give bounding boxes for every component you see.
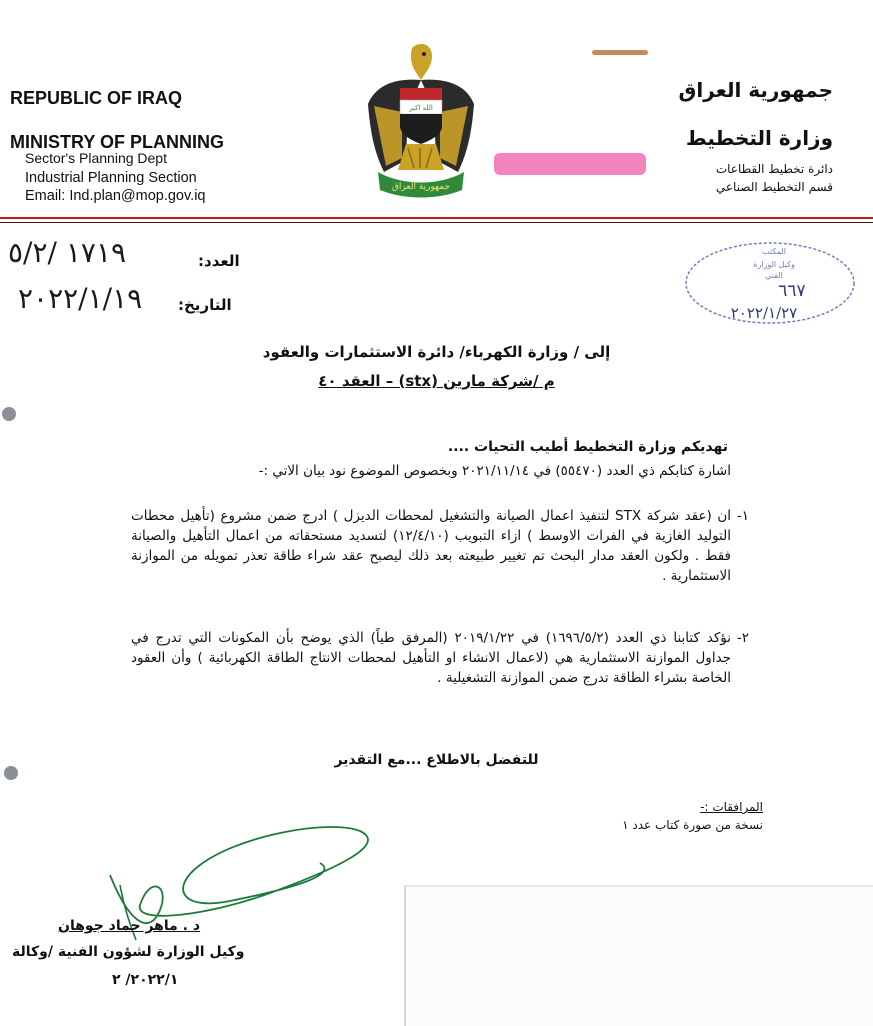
header-divider-secondary (0, 222, 873, 223)
punch-hole (2, 407, 16, 421)
reference-paragraph: اشارة كتابكم ذي العدد (٥٥٤٧٠) في ٢٠٢١/١١/١٤ وبخصوص الموضوع نود بيان الاتي :- (258, 463, 731, 479)
highlighter-mark (494, 153, 646, 175)
header-divider (0, 217, 873, 219)
subject-line: م /شركة مارين (stx) – العقد ٤٠ (318, 372, 555, 390)
department-name-english: Sector's Planning Dept (25, 150, 167, 166)
item-text: ان (عقد شركة STX لتنفيذ اعمال الصيانة والتشغيل لمحطات الديزل ) ادرج ضمن مشروع (تأهيل محطات التوليد الغازية في الفرات الاوسط ) ازاء التبويب (١٢/٤/١٠) لتسديد مستحقاته من اعمال التأهيل والصيانة فقط . ولكون العقد مدار البحث تم تغيير طبيعته بعد ذلك ليصبح عقد شراء طاقة تعذر تمويله من الموازنة الاستثمارية . (131, 508, 732, 584)
ministry-name-english: MINISTRY OF PLANNING (10, 132, 225, 152)
country-name-english: REPUBLIC OF IRAQ (10, 88, 183, 108)
item-text: نؤكد كتابنا ذي العدد (١٦٩٦/٥/٢) في ٢٠١٩/١/٢٢ (المرفق طياً) الذي يوضح بأن المكونات التي تدرج في جداول الموازنة الاستثمارية هي (لاعمال الانشاء او التأهيل لمحطات الانتاج الطاقة الكهربائية ) وأن العقود الخاصة بشراء الطاقة تدرج ضمن الموازنة التشغيلية . (131, 630, 731, 686)
stamp-number: ٦٦٧ (778, 281, 806, 301)
handwritten-signature (90, 815, 390, 955)
ink-mark (592, 50, 648, 55)
signatory-title: وكيل الوزارة لشؤون الفنية /وكالة (12, 944, 245, 960)
list-item (131, 628, 749, 688)
item-number: ٢- (736, 630, 749, 646)
banner-text: جمهورية العراق (391, 182, 451, 192)
stamp-line-2: وكيل الوزارة (753, 260, 795, 269)
iraq-eagle-emblem-icon (362, 40, 480, 200)
country-name-arabic: جمهورية العراق (678, 78, 833, 102)
overlapping-paper (404, 885, 873, 1026)
stamp-line-3: الفني (765, 271, 783, 280)
department-name-arabic: دائرة تخطيط القطاعات (715, 162, 833, 176)
handwritten-date: ٢٠٢٢/١/١٩ (18, 282, 143, 315)
email-address: Email: Ind.plan@mop.gov.iq (25, 188, 206, 204)
stamp-line-1: المكتب (762, 247, 786, 256)
date-label: التاريخ: (178, 296, 232, 314)
stamp-date: ٢٠٢٢/١/٢٧ (730, 304, 798, 322)
greeting: تهديكم وزارة التخطيط أطيب التحيات .... (447, 439, 728, 455)
number-label: العدد: (198, 252, 240, 270)
item-number: ١- (736, 508, 749, 524)
shield-text: الله اكبر (409, 104, 433, 112)
ministry-name-arabic: وزارة التخطيط (685, 126, 833, 150)
attachments-title: المرافقات :- (700, 800, 763, 814)
attachment-item: نسخة من صورة كتاب عدد ١ (622, 818, 763, 832)
punch-hole (4, 766, 18, 780)
signature-date: ٢٠٢٢/١/ ٢ (112, 972, 179, 988)
section-name-arabic: قسم التخطيط الصناعي (715, 180, 833, 194)
closing-line: للتفضل بالاطلاع ...مع التقدير (334, 752, 539, 768)
list-item (131, 506, 749, 586)
incoming-stamp (682, 240, 858, 326)
addressee-line: إلى / وزارة الكهرباء/ دائرة الاستثمارات والعقود (262, 343, 611, 361)
handwritten-number: ١٧١٩ /٥/٢ (8, 236, 127, 269)
section-name-english: Industrial Planning Section (25, 170, 197, 186)
signatory-name: د . ماهر حماد جوهان (58, 918, 201, 934)
